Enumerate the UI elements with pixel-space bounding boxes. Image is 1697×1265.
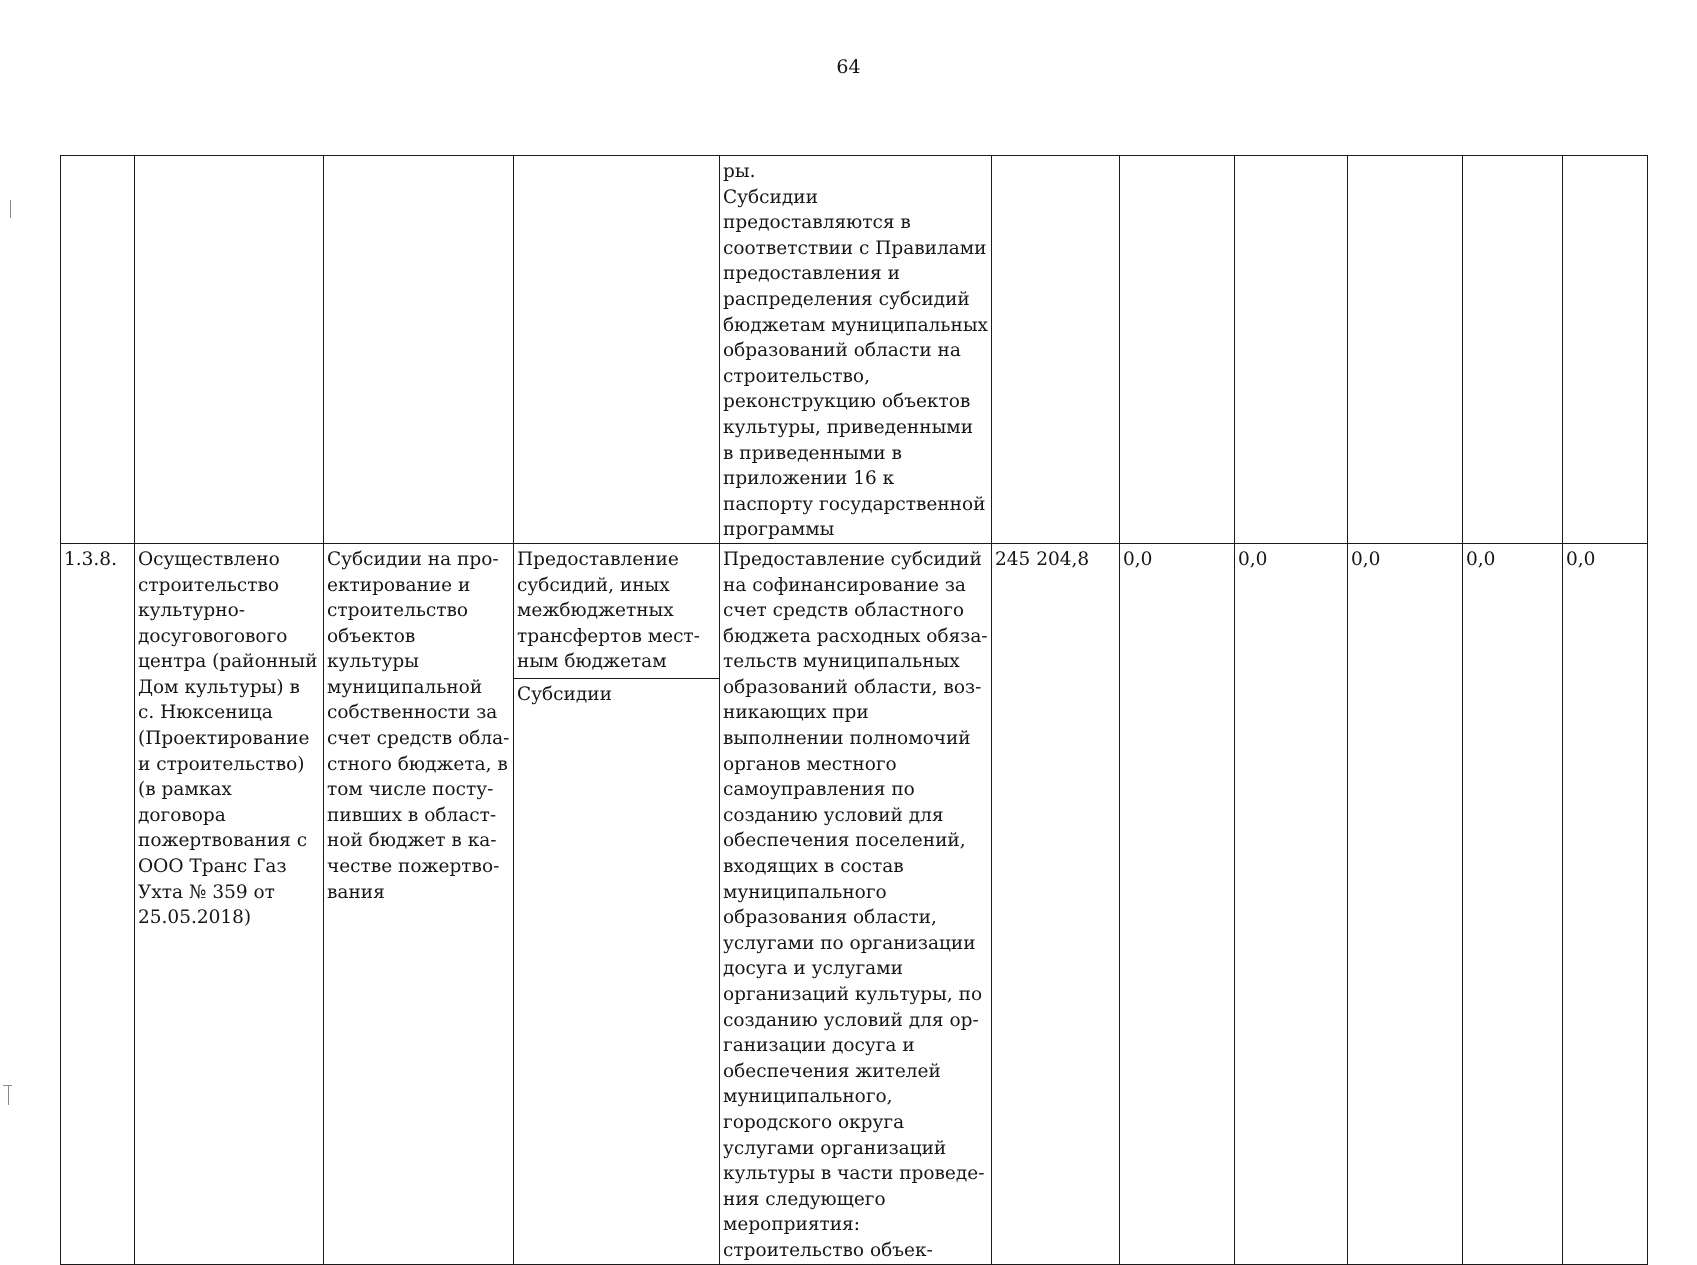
cell-type <box>514 543 720 1264</box>
cell-value-2 <box>1120 156 1235 544</box>
cell-type-top: Предоставление субсидий, иных межбюджетных трансфертов местным бюджетам <box>514 544 719 679</box>
cell-mechanism: Предоставление субсидий на софинансирование за счет средств областного бюджета расходных обязательств муниципальных образований области, возникающих при выполнении полномочий органов местного самоуправления по созданию условий для обеспечения поселений, входящих в состав муниципального образования области, услугами по организации досуга и услугами организаций культуры, по созданию условий для организации досуга и обеспечения жителей муниципального, городского округа услугами организаций культуры в части проведения следующего мероприятия: строительство объек- <box>720 543 992 1264</box>
cell-value-2: 0,0 <box>1120 543 1235 1264</box>
cell-type-bottom: Субсидии <box>517 683 612 705</box>
cell-value-1 <box>992 156 1120 544</box>
cell-value-5: 0,0 <box>1463 543 1563 1264</box>
page-number: 64 <box>836 56 861 78</box>
cell-value-3: 0,0 <box>1235 543 1348 1264</box>
scan-mark <box>8 1085 9 1105</box>
table-row-1-3-8 <box>61 543 1648 1264</box>
cell-value-6: 0,0 <box>1563 543 1648 1264</box>
cell-number: 1.3.8. <box>61 543 135 1264</box>
cell-purpose <box>324 156 514 544</box>
cell-name <box>135 156 324 544</box>
cell-value-1: 245 204,8 <box>992 543 1120 1264</box>
cell-mechanism: ры. Субсидии предоставляются в соответствии с Правилами предоставления и распределения субсидий бюджетам муниципальных образований области на строительство, реконструкцию объектов культуры, приведенными в приведенными в приложении 16 к паспорту государственной программы <box>720 156 992 544</box>
cell-value-5 <box>1463 156 1563 544</box>
cell-name: Осуществлено строительство культурно-досуговогового центра (районный Дом культуры) в с. Нюксеница (Проектирование и строительство) (в рамках договора пожертвования с ООО Транс Газ Ухта № 359 от 25.05.2018) <box>135 543 324 1264</box>
cell-purpose: Субсидии на проектирование и строительство объектов культуры муниципальной собственности за счет средств областного бюджета, в том числе поступивших в областной бюджет в качестве пожертвования <box>324 543 514 1264</box>
table-row-continuation <box>61 156 1648 544</box>
cell-value-4: 0,0 <box>1348 543 1463 1264</box>
cell-value-4 <box>1348 156 1463 544</box>
scan-mark <box>10 200 11 218</box>
budget-table <box>60 155 1648 1265</box>
cell-number <box>61 156 135 544</box>
cell-value-6 <box>1563 156 1648 544</box>
cell-type <box>514 156 720 544</box>
cell-value-3 <box>1235 156 1348 544</box>
